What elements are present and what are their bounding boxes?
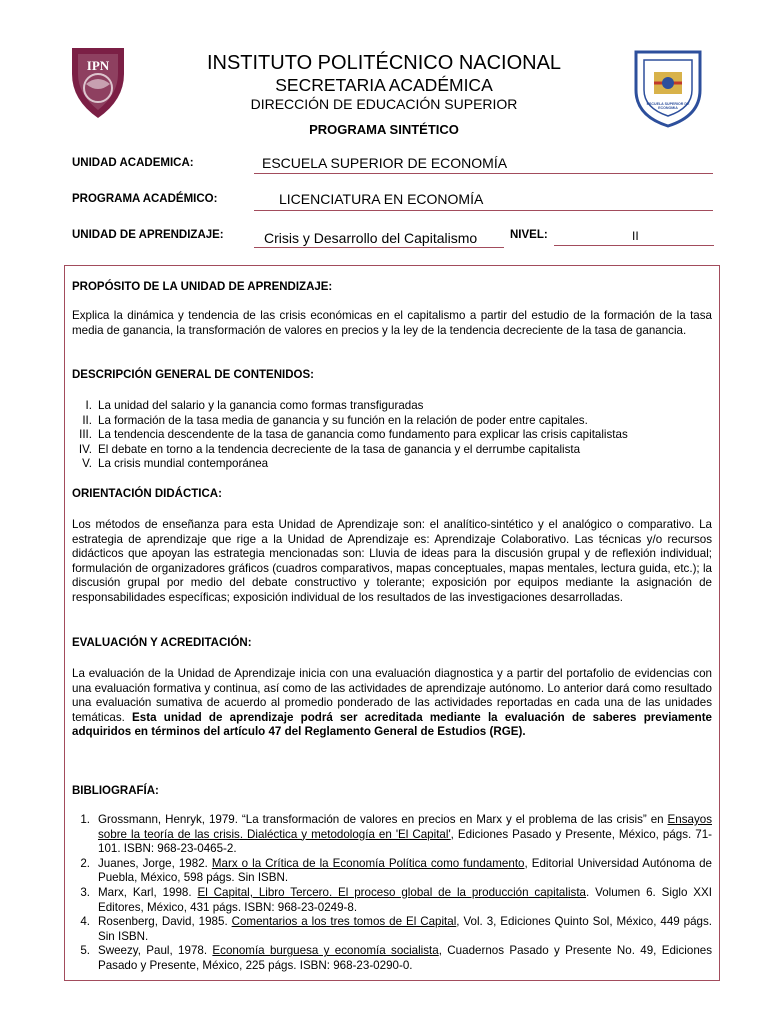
field-underline xyxy=(554,245,714,246)
ipn-logo-text: IPN xyxy=(86,58,110,73)
document-title: PROGRAMA SINTÉTICO xyxy=(309,122,459,137)
secretaria-title: SECRETARIA ACADÉMICA xyxy=(275,75,493,95)
institution-title: INSTITUTO POLITÉCNICO NACIONAL xyxy=(206,52,562,74)
list-item: IV. El debate en torno a la tendencia decreciente de la tasa de ganancia y el derrumbe capitalista xyxy=(78,442,581,456)
field-value-nivel: II xyxy=(632,229,639,243)
proposito-text: Explica la dinámica y tendencia de las crisis económicas en el capitalismo a partir del estudio de la formación de la tasa media de ganancia, la transformación de valores en precios y la ley de la tendencia decreciente de la tasa de ganancia. xyxy=(72,309,712,337)
list-item: 4. Rosenberg, David, 1985. Comentarios a los tres tomos de El Capital, Vol. 3, Ediciones Quinto Sol, México, 449 págs. Sin ISBN. xyxy=(80,915,713,943)
evaluacion-heading: EVALUACIÓN Y ACREDITACIÓN: xyxy=(72,637,252,649)
field-value-unidad-aprendizaje: Crisis y Desarrollo del Capitalismo xyxy=(264,230,478,246)
evaluacion-text-regular: La evaluación de la Unidad de Aprendizaje inicia con una evaluación diagnostica y a partir del portafolio de evidencias con una evaluación formativa y continua, así como de las actividades de aprendizaje autónomo. Lo anterior dará como resultado una evaluación sumativa de acuerdo al promedio ponderado de las actividades reportadas en cada una de las unidades temáticas. xyxy=(72,667,712,724)
field-label-nivel: NIVEL: xyxy=(510,229,548,241)
direccion-title: DIRECCIÓN DE EDUCACIÓN SUPERIOR xyxy=(250,96,518,112)
field-label-unidad-aprendizaje: UNIDAD DE APRENDIZAJE: xyxy=(72,229,224,241)
field-label-programa: PROGRAMA ACADÉMICO: xyxy=(72,193,218,205)
list-item: 3. Marx, Karl, 1998. El Capital, Libro Tercero. El proceso global de la producción capitalista. Volumen 6. Siglo XXI Editores, México, 431 págs. ISBN: 968-23-0249-8. xyxy=(80,885,712,914)
ese-logo-text: ESCUELA SUPERIOR DE ECONOMIA xyxy=(646,102,690,110)
field-value-programa: LICENCIATURA EN ECONOMÍA xyxy=(279,191,484,207)
field-value-unidad-academica: ESCUELA SUPERIOR DE ECONOMÍA xyxy=(262,155,508,171)
list-item: II. La formación de la tasa media de ganancia y su función en la relación de poder entre capitales. xyxy=(82,413,588,427)
field-underline xyxy=(254,210,713,211)
list-item: 1. Grossmann, Henryk, 1979. “La transformación de valores en precios en Marx y el problema de las crisis” en Ensayos sobre la teoría de las crisis. Dialéctica y metodología en 'El Capital', Ediciones Pasado y Presente, México, págs. 71-101. ISBN: 968-23-0465-2. xyxy=(80,813,713,856)
evaluacion-text-bold: Esta unidad de aprendizaje podrá ser acreditada mediante la evaluación de saberes previamente adquiridos en términos del artículo 47 del Reglamento General de Estudios (RGE). xyxy=(72,710,713,739)
field-label-unidad-academica: UNIDAD ACADEMICA: xyxy=(72,157,194,169)
field-underline xyxy=(254,247,504,248)
bibliografia-heading: BIBLIOGRAFÍA: xyxy=(72,785,159,797)
list-item: 2. Juanes, Jorge, 1982. Marx o la Crítica de la Economía Política como fundamento, Editorial Universidad Autónoma de Puebla, México, 598 págs. Sin ISBN. xyxy=(80,856,712,885)
field-underline xyxy=(254,173,713,174)
orientacion-heading: ORIENTACIÓN DIDÁCTICA: xyxy=(72,488,222,500)
list-item: III. La tendencia descendente de la tasa de ganancia como fundamento para explicar las crisis capitalistas xyxy=(79,428,628,442)
proposito-heading: PROPÓSITO DE LA UNIDAD DE APRENDIZAJE: xyxy=(72,281,333,293)
evaluacion-text xyxy=(72,667,712,740)
list-item: V. La crisis mundial contemporánea xyxy=(82,457,269,471)
list-item: I. La unidad del salario y la ganancia como formas transfiguradas xyxy=(85,399,424,412)
contenidos-heading: DESCRIPCIÓN GENERAL DE CONTENIDOS: xyxy=(72,369,314,381)
orientacion-text: Los métodos de enseñanza para esta Unidad de Aprendizaje son: el analítico-sintético y el analógico o comparativo. La estrategia de aprendizaje que rige a la Unidad de Aprendizaje es: Aprendizaje Colaborativo. Las técnicas y/o recursos didácticos que apoyan las estrategia mencionadas son: Lluvia de ideas para la discusión grupal y de reflexión individual; formulación de organizadores gráficos (cuadros comparativos, mapas conceptuales, mapas mentales, lectura guida, etc.); la discusión grupal por medio del debate constructivo y tolerante; exposición por equipos mediante la asignación de responsabilidades específicas; exposición individual de los resultados de las investigaciones desarrolladas. xyxy=(72,518,712,604)
bibliografia-list xyxy=(72,813,712,974)
contenidos-list xyxy=(72,399,712,472)
list-item: 5. Sweezy, Paul, 1978. Economía burguesa y economía socialista, Cuadernos Pasado y Presente No. 49, Ediciones Pasado y Presente, México, 225 págs. ISBN: 968-23-0290-0. xyxy=(80,944,713,972)
